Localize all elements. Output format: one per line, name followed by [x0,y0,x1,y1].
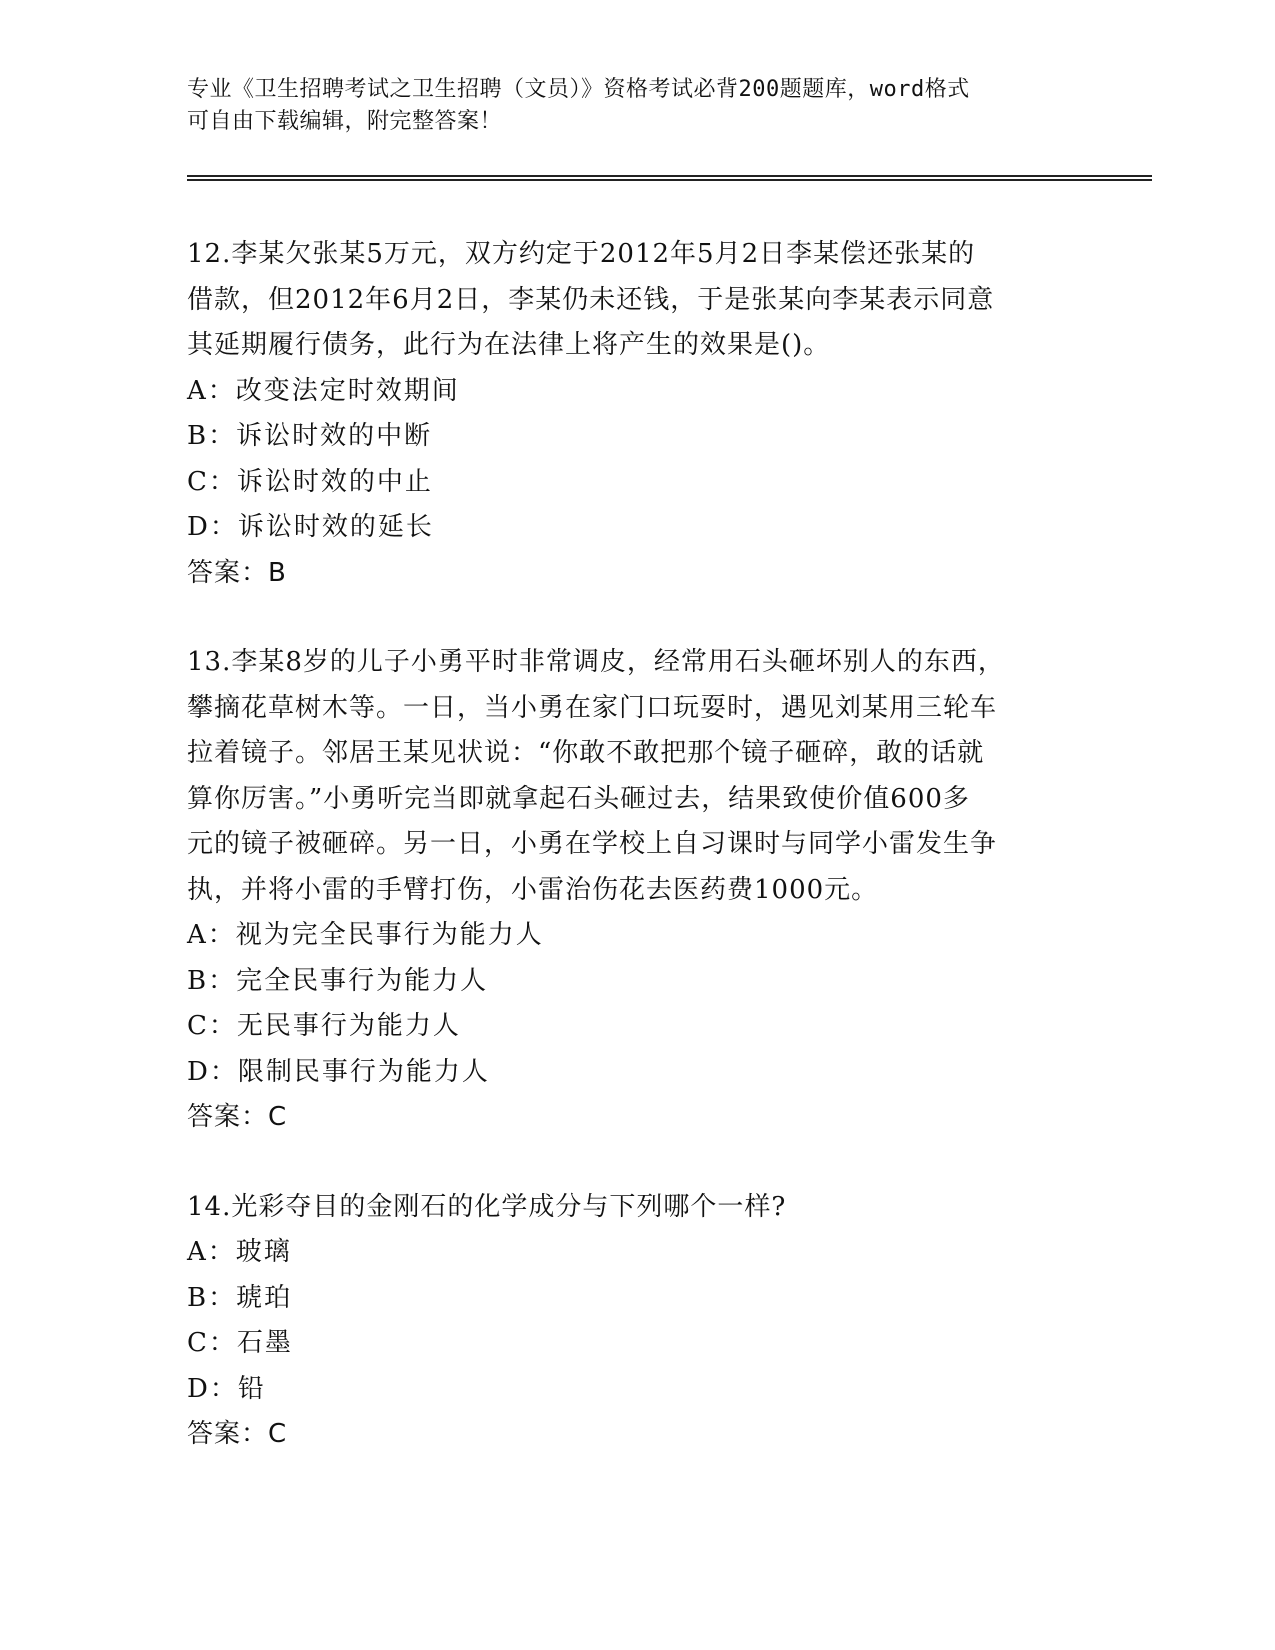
document-header [187,74,1087,138]
option-b: B：诉讼时效的中断 [187,421,433,451]
answer: 答案：C [187,1102,288,1132]
stem-line: 拉着镜子。邻居王某见状说：“你敢不敢把那个镜子砸碎，敢的话就 [187,738,985,768]
option-d: D：限制民事行为能力人 [187,1056,490,1087]
option-d: D：铅 [187,1373,266,1404]
stem-line: 算你厉害。”小勇听完当即就拿起石头砸过去，结果致使价值600多 [187,783,970,814]
option-b: B：琥珀 [187,1282,293,1313]
stem-line: 14.光彩夺目的金刚石的化学成分与下列哪个一样? [187,1191,787,1222]
header-line: 专业《卫生招聘考试之卫生招聘（文员）》资格考试必背200题题库，word格式 [187,77,970,102]
option-c: C：诉讼时效的中止 [187,466,433,497]
stem-line: 借款，但2012年6月2日，李某仍未还钱，于是张某向李某表示同意 [187,284,995,315]
stem-line: 攀摘花草树木等。一日，当小勇在家门口玩耍时，遇见刘某用三轮车 [187,692,998,723]
stem-line: 其延期履行债务，此行为在法律上将产生的效果是()。 [187,330,831,360]
question-stem [187,1185,1087,1231]
stem-line: 13.李某8岁的儿子小勇平时非常调皮，经常用石头砸坏别人的东西， [187,647,1005,677]
question-list [187,232,1087,1502]
option-a: A：视为完全民事行为能力人 [187,920,544,950]
option-a: A：玻璃 [187,1237,292,1267]
stem-line: 12.李某欠张某5万元，双方约定于2012年5月2日李某偿还张某的 [187,239,976,269]
question-12 [187,232,1087,596]
answer: 答案：C [187,1419,288,1449]
question-stem [187,232,1087,369]
option-c: C：石墨 [187,1328,293,1358]
option-c: C：无民事行为能力人 [187,1011,461,1041]
question-14 [187,1185,1087,1458]
stem-line: 执，并将小雷的手臂打伤，小雷治伤花去医药费1000元。 [187,874,879,905]
option-a: A：改变法定时效期间 [187,375,460,406]
stem-line: 元的镜子被砸碎。另一日，小勇在学校上自习课时与同学小雷发生争 [187,829,998,859]
answer: 答案：B [187,557,287,588]
question-13 [187,640,1087,1141]
question-stem [187,640,1087,913]
option-d: D：诉讼时效的延长 [187,512,434,542]
option-b: B：完全民事行为能力人 [187,965,489,996]
header-divider [187,175,1152,181]
header-line: 可自由下载编辑，附完整答案！ [187,109,503,134]
